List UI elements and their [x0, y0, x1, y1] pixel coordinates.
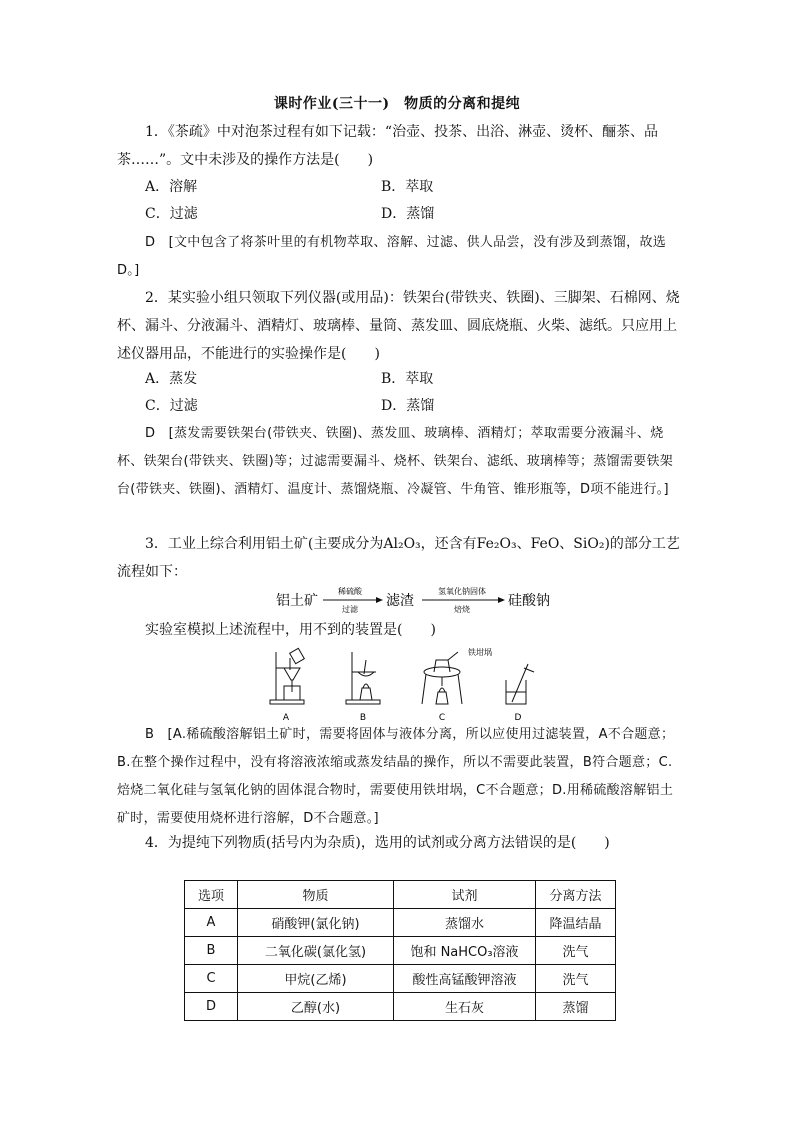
fig-label-c: C: [438, 713, 446, 723]
page-title: 课时作业(三十一) 物质的分离和提纯: [273, 96, 521, 112]
flow-step2-top: 氢氧化钠固体: [438, 587, 486, 596]
table-cell: D: [185, 993, 238, 1021]
question-4-stem: 4．为提纯下列物质(括号内为杂质)，选用的试剂或分离方法错误的是( ): [145, 835, 610, 851]
table-cell: 甲烷(乙烯): [238, 965, 394, 993]
table-header: 物质: [238, 881, 394, 909]
question-2-stem: 2．某实验小组只领取下列仪器(或用品)：铁架台(带铁夹、铁圈)、三脚架、石棉网、烧杯、漏斗、分液漏斗、酒精灯、玻璃棒、量筒、蒸发皿、圆底烧瓶、火柴、滤纸。只应用上述仪器用品，不能进行的实验操作是( ): [117, 290, 680, 362]
flow-step2-bottom: 焙烧: [454, 605, 470, 614]
table-cell: 蒸馏水: [394, 909, 536, 937]
table-row: [185, 993, 616, 1021]
q2-option-a: A．蒸发: [145, 371, 198, 387]
question-3-stem: 3．工业上综合利用铝土矿(主要成分为Al₂O₃，还含有Fe₂O₃、FeO、SiO₂)的部分工艺流程如下：: [117, 536, 680, 580]
q2-option-d: D．蒸馏: [381, 398, 435, 414]
table-header: 分离方法: [536, 881, 616, 909]
apparatus-c-crucible: [422, 652, 462, 704]
q2-option-b: B．萃取: [381, 371, 434, 387]
q1-option-a: A．溶解: [145, 179, 198, 195]
apparatus-d-beaker: [506, 664, 534, 704]
table-cell: 二氧化碳(氯化氢): [238, 937, 394, 965]
apparatus-svg: [262, 646, 552, 728]
table-cell: 洗气: [536, 965, 616, 993]
flow-end: 硅酸钠: [508, 593, 550, 609]
q1-option-c: C．过滤: [145, 206, 198, 222]
table-row: [185, 965, 616, 993]
table-cell: 洗气: [536, 937, 616, 965]
table-header: 选项: [185, 881, 238, 909]
table-cell: 乙醇(水): [238, 993, 394, 1021]
table-cell: C: [185, 965, 238, 993]
separation-table: [184, 880, 616, 1021]
table-cell: 硝酸钾(氯化钠): [238, 909, 394, 937]
table-cell: 降温结晶: [536, 909, 616, 937]
question-2-answer: D [蒸发需要铁架台(带铁夹、铁圈)、蒸发皿、玻璃棒、酒精灯；萃取需要分液漏斗、烧杯、铁架台(带铁夹、铁圈)等；过滤需要漏斗、烧杯、铁架台、滤纸、玻璃棒等；蒸馏需要铁架台(带铁夹、铁圈)、酒精灯、温度计、蒸馏烧瓶、冷凝管、牛角管、锥形瓶等，D项不能进行。]: [117, 426, 674, 497]
flow-step1-top: 稀硫酸: [338, 587, 362, 596]
table-cell: A: [185, 909, 238, 937]
apparatus-b-evaporation: [346, 652, 380, 704]
arrow-1-head: [376, 597, 383, 603]
table-cell: 酸性高锰酸钾溶液: [394, 965, 536, 993]
flow-middle: 滤渣: [386, 593, 414, 609]
flow-step1-bottom: 过滤: [342, 605, 358, 614]
question-2-options: [145, 366, 665, 420]
question-1-stem: 1．《茶疏》中对泡茶过程有如下记载：“治壶、投茶、出浴、淋壶、烫杯、酾茶、品茶……”。文中未涉及的操作方法是( ): [117, 124, 659, 168]
apparatus-a-filtration: [270, 648, 304, 704]
flow-start: 铝土矿: [276, 593, 318, 609]
table-row: [185, 909, 616, 937]
table-cell: 饱和 NaHCO₃溶液: [394, 937, 536, 965]
flow-arrows: [276, 584, 576, 616]
table-cell: 生石灰: [394, 993, 536, 1021]
fig-label-d: D: [514, 713, 522, 723]
question-1-options: [145, 174, 665, 228]
table-row: [185, 937, 616, 965]
arrow-2-head: [498, 597, 505, 603]
question-3-sub: 实验室模拟上述流程中，用不到的装置是( ): [145, 622, 436, 638]
fig-note-crucible: 铁坩埚: [468, 648, 492, 657]
apparatus-figures: [262, 646, 552, 728]
question-1-answer: D [文中包含了将茶叶里的有机物萃取、溶解、过滤、供人品尝，没有涉及到蒸馏，故选D。]: [117, 235, 667, 278]
table-header: 试剂: [394, 881, 536, 909]
q2-option-c: C．过滤: [145, 398, 198, 414]
q1-option-d: D．蒸馏: [381, 206, 435, 222]
fig-label-a: A: [282, 713, 290, 723]
process-flow: [276, 584, 576, 616]
q1-option-b: B．萃取: [381, 179, 434, 195]
fig-label-b: B: [359, 713, 367, 723]
table-cell: 蒸馏: [536, 993, 616, 1021]
table-cell: B: [185, 937, 238, 965]
question-3-answer: B [A.稀硫酸溶解铝土矿时，需要将固体与液体分离，所以应使用过滤装置，A不合题意；B.在整个操作过程中，没有将溶液浓缩或蒸发结晶的操作，所以不需要此装置，B符合题意；C.焙烧二氧化硅与氢氧化钠的固体混合物时，需要使用铁坩埚，C不合题意；D.用稀硫酸溶解铝土矿时，需要使用烧杯进行溶解，D不合题意。]: [117, 727, 675, 826]
table-header-row: [185, 881, 616, 909]
